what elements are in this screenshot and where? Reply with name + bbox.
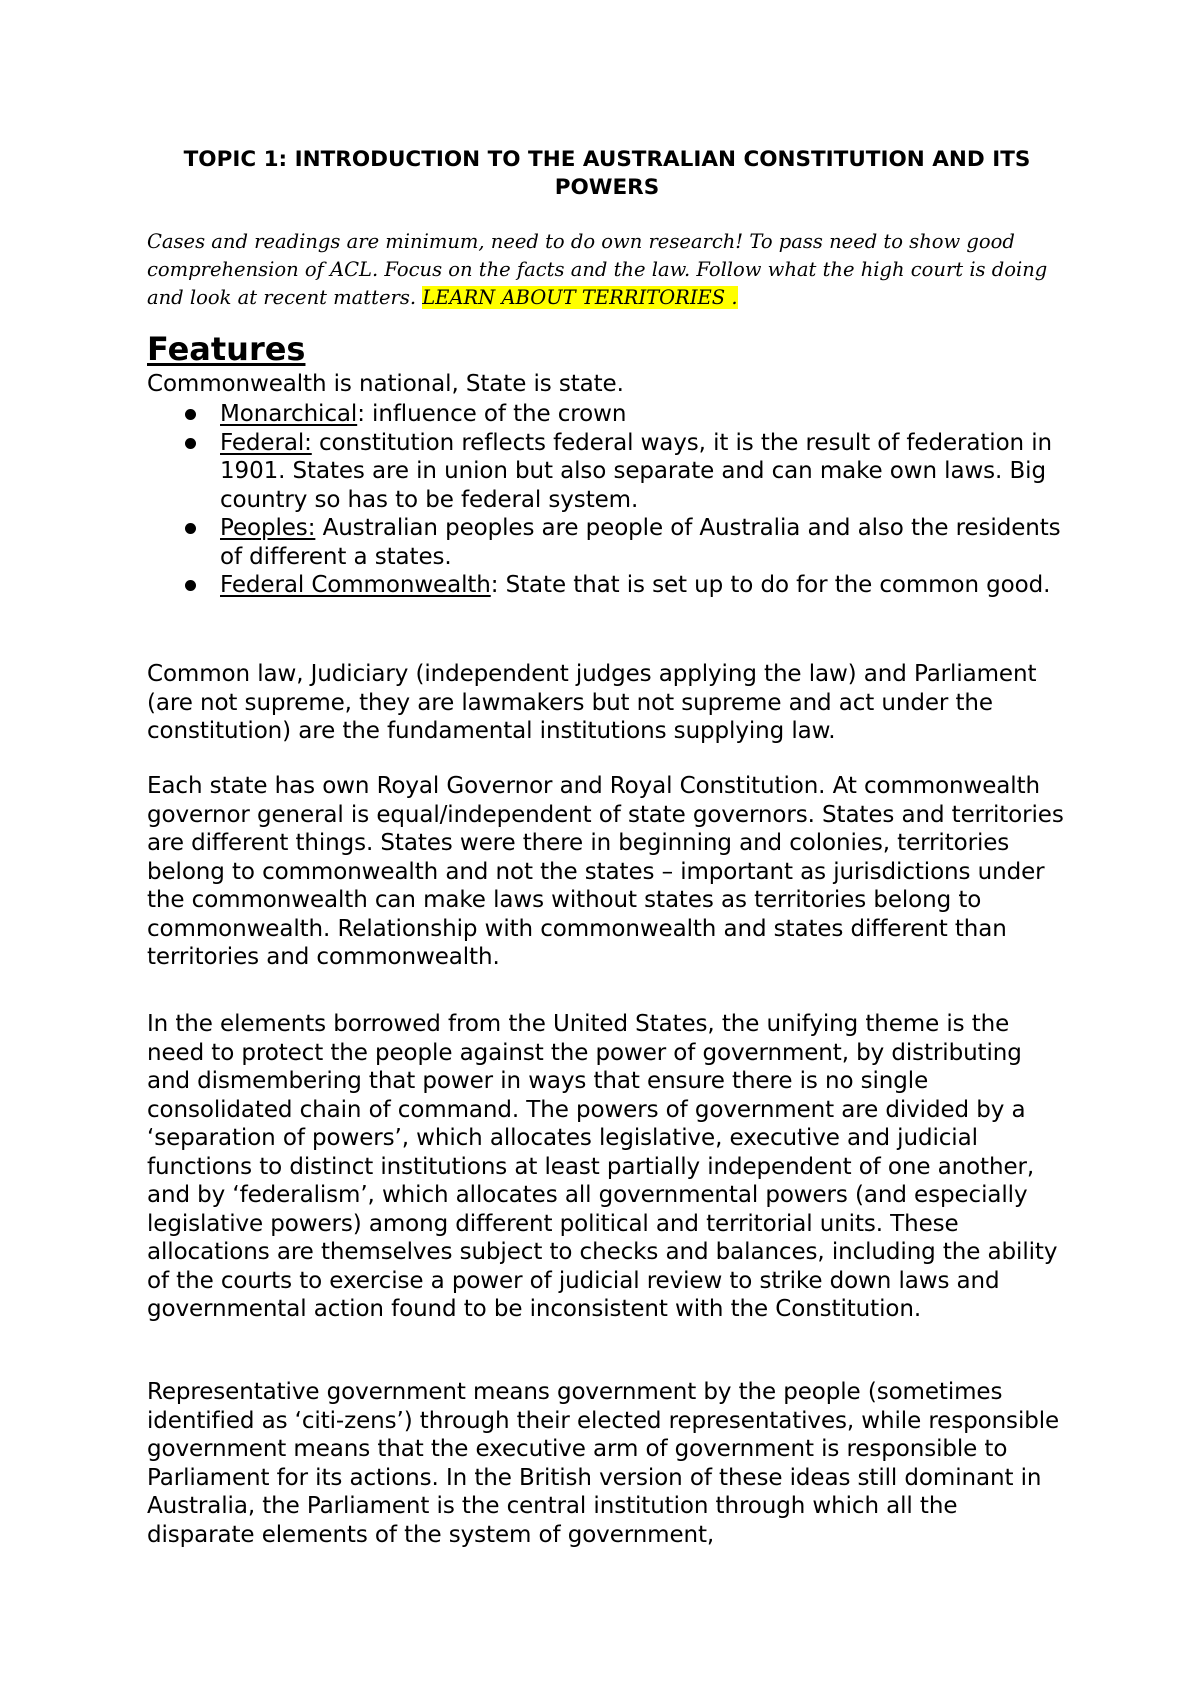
list-item [147, 514, 1070, 571]
list-item [147, 429, 1070, 515]
paragraph-institutions: Common law, Judiciary (independent judges applying the law) and Parliament (are not supreme, they are lawmakers but not supreme and act under the constitution) are the fundamental institutions supplying law. [147, 661, 1037, 744]
bullet-icon [185, 523, 196, 534]
intro-text: Cases and readings are minimum, need to do own research! To pass need to show good comprehension of ACL. Focus on the facts and the law. Follow what the high court is doing and look at recent matters. [147, 230, 1048, 309]
paragraph-states-territories: Each state has own Royal Governor and Royal Constitution. At commonwealth governor general is equal/independent of state governors. States and territories are different things. States were there in beginning and colonies, territories belong to commonwealth and not the states – important as jurisdictions under the commonwealth can make laws without states as territories belong to commonwealth. Relationship with commonwealth and states different than territories and commonwealth. [147, 773, 1064, 970]
bullet-icon [185, 580, 196, 591]
bullet-text: : influence of the crown [357, 401, 627, 427]
intro-note [147, 228, 1067, 312]
features-list [147, 400, 1067, 600]
bullet-term: Monarchical [220, 401, 358, 427]
bullet-term: Peoples: [220, 515, 316, 541]
paragraph-representative-government: Representative government means government by the people (sometimes identified as ‘citi-zens’) through their elected representatives, while responsible government means that the executive arm of government is responsible to Parliament for its actions. In the British version of these ideas still dominant in Australia, the Parliament is the central institution through which all the disparate elements of the system of government, [147, 1379, 1060, 1548]
bullet-icon [185, 409, 196, 420]
bullet-text: : State that is set up to do for the common good. [490, 572, 1051, 598]
paragraph-separation-of-powers: In the elements borrowed from the United States, the unifying theme is the need to protect the people against the power of government, by distributing and dismembering that power in ways that ensure there is no single consolidated chain of command. The powers of government are divided by a ‘separation of powers’, which allocates legislative, executive and judicial functions to distinct institutions at least partially independent of one another, and by ‘federalism’, which allocates all governmental powers (and especially legislative powers) among different political and territorial units. These allocations are themselves subject to checks and balances, including the ability of the courts to exercise a power of judicial review to strike down laws and governmental action found to be inconsistent with the Constitution. [147, 1011, 1058, 1322]
lead-sentence: Commonwealth is national, State is state. [147, 371, 624, 397]
bullet-text: constitution reflects federal ways, it is the result of federation in 1901. States are in union but also separate and can make own laws. Big country so has to be federal system. [220, 429, 1052, 513]
intro-highlight: LEARN ABOUT TERRITORIES . [422, 286, 738, 309]
list-item [147, 400, 1070, 429]
bullet-term: Federal: [220, 429, 312, 456]
bullet-icon [185, 438, 196, 449]
bullet-text: Australian peoples are people of Australia and also the residents of different a states. [220, 515, 1061, 570]
list-item [147, 571, 1070, 600]
bullet-term: Federal Commonwealth [220, 572, 491, 598]
document-title: TOPIC 1: INTRODUCTION TO THE AUSTRALIAN CONSTITUTION AND ITS POWERS [183, 147, 1031, 200]
section-heading-features: Features [147, 330, 306, 368]
